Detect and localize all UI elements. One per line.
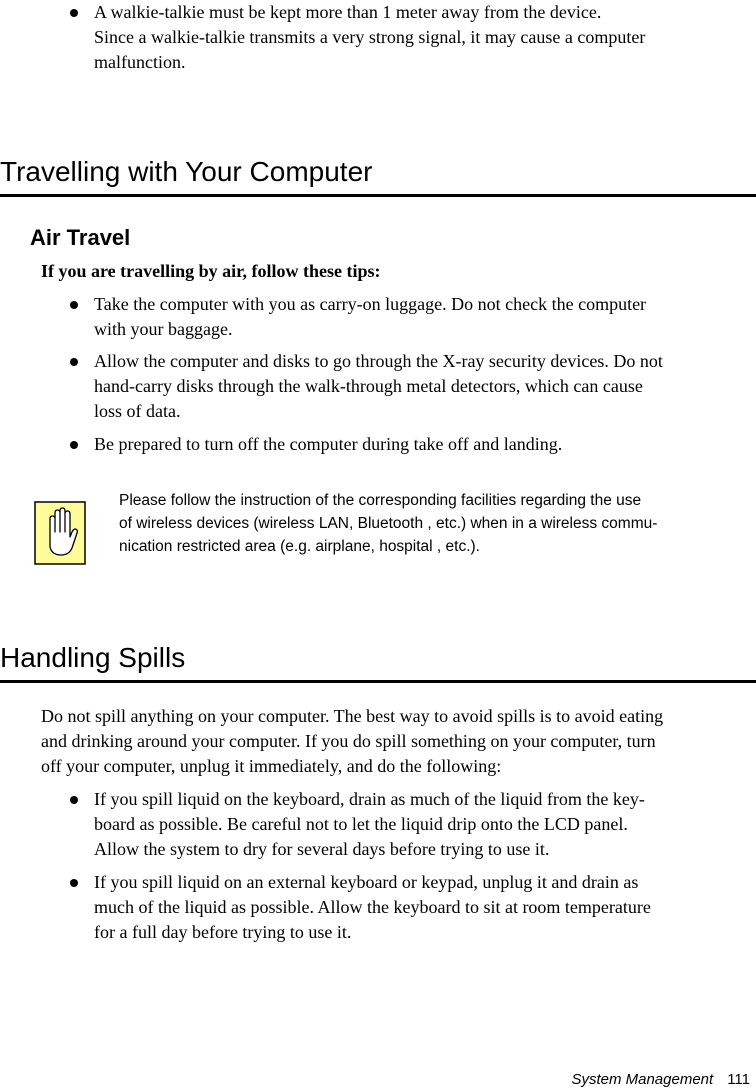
footer-section-name: System Management [571,1071,714,1088]
list-item [70,349,750,424]
stop-hand-icon [34,501,86,565]
section-heading-handling-spills: Handling Spills [0,642,186,673]
bullet-text: If you spill liquid on the keyboard, drain as much of the liquid from the key- board as possible. Be careful not to let the liquid drip onto the LCD panel. Allow the system to dry for several days before trying to use it. [94,789,645,859]
bullet-icon [70,879,78,887]
air-travel-lead: If you are travelling by air, follow these tips: [41,261,381,281]
list-item [70,292,750,342]
subsection-heading-air-travel: Air Travel [30,225,131,250]
bullet-text: Allow the computer and disks to go through the X-ray security devices. Do not hand-carry disks through the walk-through metal detectors, which can cause loss of data. [94,351,663,421]
bullet-text: Be prepared to turn off the computer during take off and landing. [94,434,563,454]
list-item [70,870,750,945]
section-heading-travelling: Travelling with Your Computer [0,156,373,187]
bullet-icon [70,358,78,366]
wireless-note-text: Please follow the instruction of the corresponding facilities regarding the use of wireless devices (wireless LAN, Bluetooth , etc.) when in a wireless commu- nication restricted area (e.g. airplane, hospital , etc.). [119,492,658,555]
bullet-text: If you spill liquid on an external keyboard or keypad, unplug it and drain as much of the liquid as possible. Allow the keyboard to sit at room temperature for a full day before trying to use it. [94,872,651,942]
bullet-text: Take the computer with you as carry-on luggage. Do not check the computer with your baggage. [94,294,647,339]
page-footer [571,1071,750,1089]
bullet-icon [70,796,78,804]
list-item [70,0,750,75]
bullet-icon [70,301,78,309]
bullet-icon [70,441,78,449]
list-item [70,787,750,862]
section-divider [0,680,756,683]
footer-page-number: 111 [727,1071,750,1088]
bullet-icon [70,9,78,17]
bullet-text: A walkie-talkie must be kept more than 1 meter away from the device. Since a walkie-talkie transmits a very strong signal, it may cause a computer malfunction. [94,2,646,72]
section-divider [0,194,756,197]
list-item [70,432,750,457]
spills-intro-paragraph: Do not spill anything on your computer. The best way to avoid spills is to avoid eating and drinking around your computer. If you do spill something on your computer, turn off your computer, unplug it immediately, and do the following: [41,706,664,776]
